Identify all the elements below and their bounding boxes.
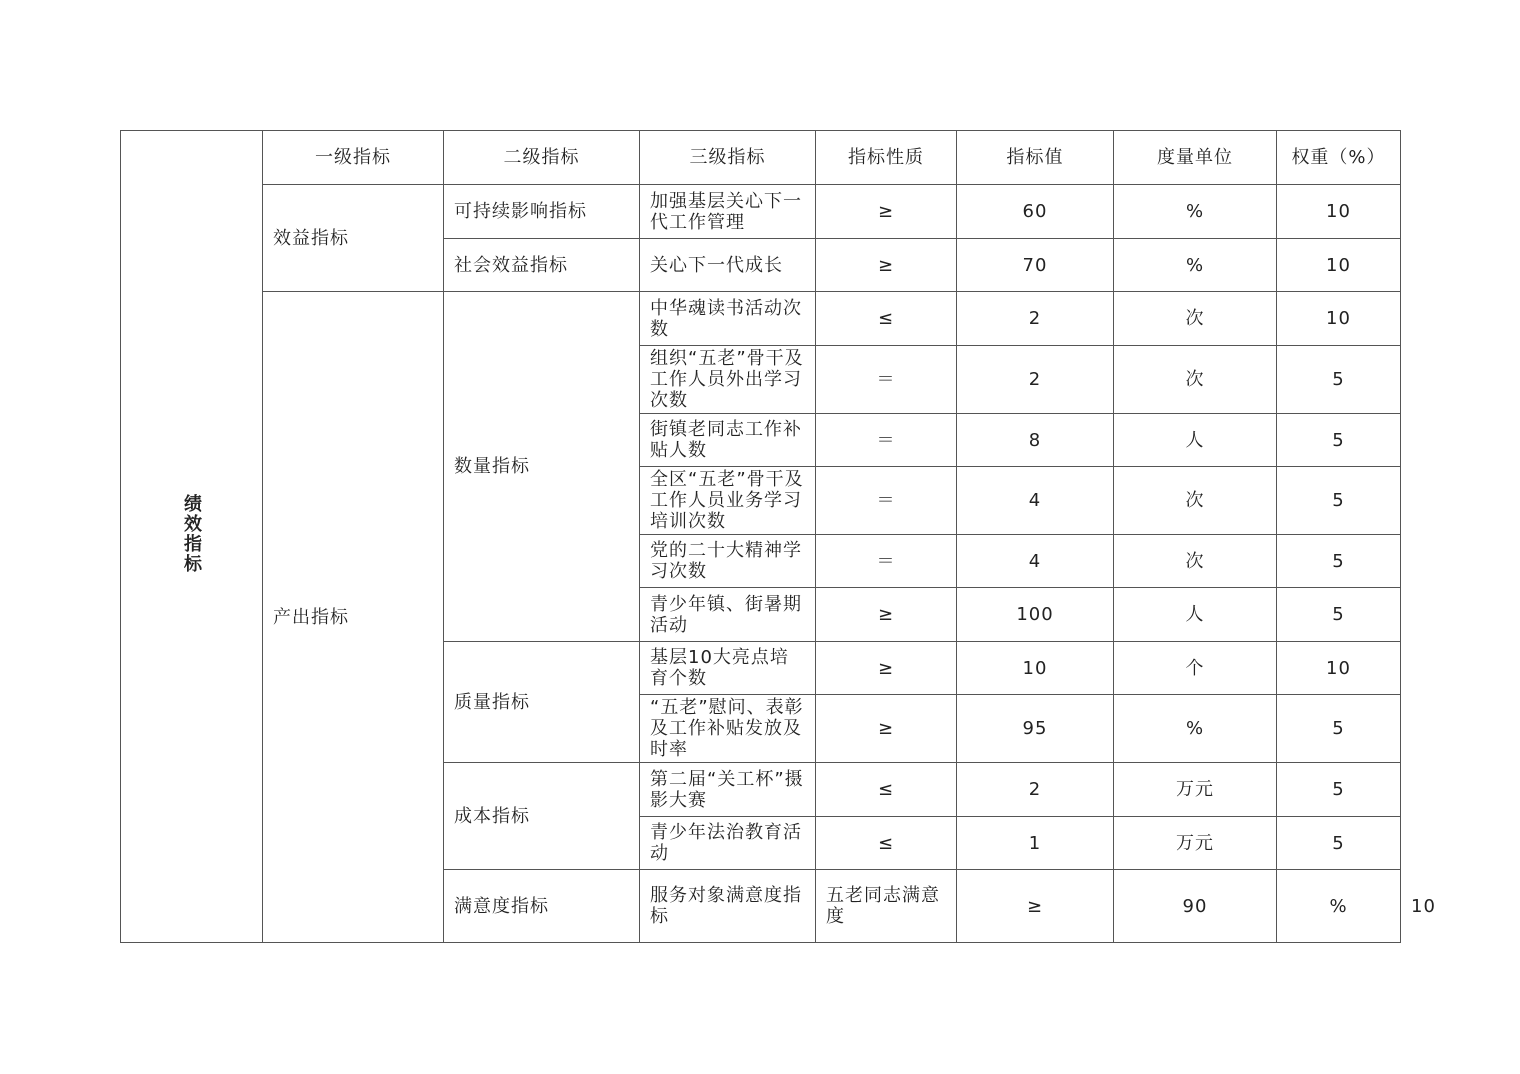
- nature-cell: ≥: [816, 239, 957, 292]
- value-cell: 60: [957, 185, 1114, 239]
- header-row: [121, 131, 1401, 185]
- header-value: 指标值: [957, 131, 1114, 185]
- unit-cell: 次: [1114, 346, 1277, 414]
- level2-cell: 成本指标: [444, 763, 640, 870]
- level2-cell: 社会效益指标: [444, 239, 640, 292]
- value-cell: 4: [957, 535, 1114, 588]
- value-cell: 95: [957, 695, 1114, 763]
- header-unit: 度量单位: [1114, 131, 1277, 185]
- level3-cell: 组织“五老”骨干及工作人员外出学习次数: [640, 346, 816, 414]
- nature-cell: ≥: [816, 185, 957, 239]
- level1-cell: 产出指标: [263, 292, 444, 943]
- level3-cell: 青少年法治教育活动: [640, 817, 816, 870]
- weight-cell: 5: [1277, 817, 1401, 870]
- header-level2: 二级指标: [444, 131, 640, 185]
- level3-cell: 关心下一代成长: [640, 239, 816, 292]
- nature-cell: ≤: [816, 763, 957, 817]
- category-cell: [121, 131, 263, 943]
- unit-cell: %: [1277, 870, 1401, 943]
- level3-cell: 街镇老同志工作补贴人数: [640, 414, 816, 467]
- unit-cell: %: [1114, 239, 1277, 292]
- weight-cell: 10: [1277, 642, 1401, 695]
- nature-cell: ≤: [816, 817, 957, 870]
- weight-cell: 5: [1277, 535, 1401, 588]
- value-cell: 10: [957, 642, 1114, 695]
- level2-cell: 可持续影响指标: [444, 185, 640, 239]
- unit-cell: 人: [1114, 588, 1277, 642]
- level2-cell: 服务对象满意度指标: [640, 870, 816, 943]
- header-level3: 三级指标: [640, 131, 816, 185]
- nature-cell: ＝: [816, 467, 957, 535]
- weight-cell: 5: [1277, 346, 1401, 414]
- level3-cell: 党的二十大精神学习次数: [640, 535, 816, 588]
- level1-cell: 效益指标: [263, 185, 444, 292]
- value-cell: 4: [957, 467, 1114, 535]
- nature-cell: ＝: [816, 535, 957, 588]
- unit-cell: 个: [1114, 642, 1277, 695]
- nature-cell: ≥: [957, 870, 1114, 943]
- value-cell: 8: [957, 414, 1114, 467]
- weight-cell: 5: [1277, 414, 1401, 467]
- level3-cell: 第二届“关工杯”摄影大赛: [640, 763, 816, 817]
- weight-cell: 5: [1277, 588, 1401, 642]
- category-label: 绩效指标: [181, 494, 202, 574]
- header-nature: 指标性质: [816, 131, 957, 185]
- nature-cell: ≤: [816, 292, 957, 346]
- value-cell: 90: [1114, 870, 1277, 943]
- value-cell: 70: [957, 239, 1114, 292]
- table-row: 满意度指标 服务对象满意度指标 五老同志满意度 ≥ 90 % 10: [121, 870, 1401, 943]
- level1-cell: 满意度指标: [444, 870, 640, 943]
- level2-cell: 数量指标: [444, 292, 640, 642]
- level3-cell: 青少年镇、街暑期活动: [640, 588, 816, 642]
- weight-cell: 10: [1277, 239, 1401, 292]
- unit-cell: %: [1114, 695, 1277, 763]
- level3-cell: 中华魂读书活动次数: [640, 292, 816, 346]
- level2-cell: 质量指标: [444, 642, 640, 763]
- value-cell: 2: [957, 292, 1114, 346]
- nature-cell: ＝: [816, 414, 957, 467]
- weight-cell: 5: [1277, 763, 1401, 817]
- level3-cell: 基层10大亮点培育个数: [640, 642, 816, 695]
- level3-cell: 五老同志满意度: [816, 870, 957, 943]
- weight-cell: 5: [1277, 695, 1401, 763]
- weight-cell: 10: [1277, 292, 1401, 346]
- weight-cell: 5: [1277, 467, 1401, 535]
- unit-cell: 次: [1114, 292, 1277, 346]
- header-weight: 权重（%）: [1277, 131, 1401, 185]
- table-row: [121, 185, 1401, 239]
- unit-cell: 次: [1114, 535, 1277, 588]
- header-level1: 一级指标: [263, 131, 444, 185]
- value-cell: 1: [957, 817, 1114, 870]
- level3-cell: 加强基层关心下一代工作管理: [640, 185, 816, 239]
- unit-cell: 次: [1114, 467, 1277, 535]
- nature-cell: ≥: [816, 642, 957, 695]
- level3-cell: 全区“五老”骨干及工作人员业务学习培训次数: [640, 467, 816, 535]
- performance-indicator-table: [120, 130, 1436, 943]
- value-cell: 2: [957, 346, 1114, 414]
- level3-cell: “五老”慰问、表彰 及工作补贴发放及时率: [640, 695, 816, 763]
- unit-cell: %: [1114, 185, 1277, 239]
- table-row: [121, 292, 1401, 346]
- unit-cell: 人: [1114, 414, 1277, 467]
- weight-cell: 10: [1277, 185, 1401, 239]
- nature-cell: ≥: [816, 588, 957, 642]
- unit-cell: 万元: [1114, 817, 1277, 870]
- value-cell: 100: [957, 588, 1114, 642]
- nature-cell: ≥: [816, 695, 957, 763]
- unit-cell: 万元: [1114, 763, 1277, 817]
- nature-cell: ＝: [816, 346, 957, 414]
- value-cell: 2: [957, 763, 1114, 817]
